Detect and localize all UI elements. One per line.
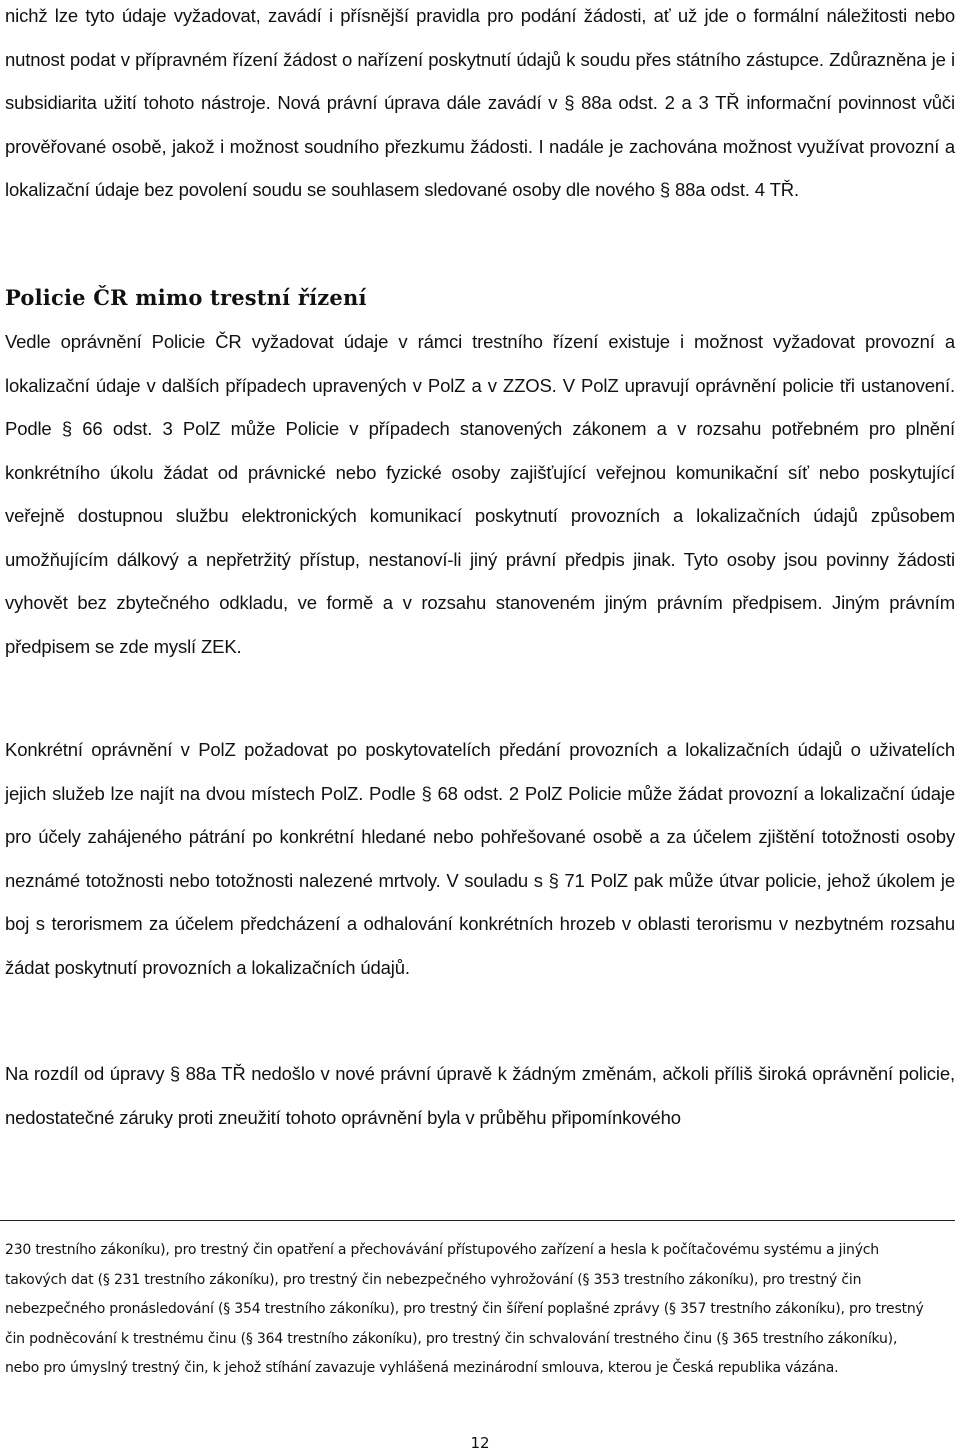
page-number: 12 [470,1434,490,1452]
paragraph-police-powers: Vedle oprávnění Policie ČR vyžadovat údaje v rámci trestního řízení existuje i možnost vyžadovat provozní a lokalizační údaje v dalších případech upravených v PolZ a v ZZOS. V PolZ upravují oprávnění policie tři ustanovení. Podle § 66 odst. 3 PolZ může Policie v případech stanovených zákonem a v rozsahu potřebném pro plnění konkrétního úkolu žádat od právnické nebo fyzické osoby zajišťující veřejnou komunikační síť nebo poskytující veřejně dostupnou službu elektronických komunikací poskytnutí provozních a lokalizačních údajů způsobem umožňujícím dálkový a nepřetržitý přístup, nestanoví-li jiný právní předpis jinak. Tyto osoby jsou povinny žádosti vyhovět bez zbytečného odkladu, ve formě a v rozsahu stanoveném jiným právním předpisem. Jiným právním předpisem se zde myslí ZEK. [5,331,955,657]
section-heading: Policie ČR mimo trestní řízení [5,285,367,310]
paragraph-comparison: Na rozdíl od úpravy § 88a TŘ nedošlo v nové právní úpravě k žádným změnám, ačkoli příliš široká oprávnění policie, nedostatečné záruky proti zneužití tohoto oprávnění byla v průběhu připomínkového [5,1063,955,1128]
paragraph-intro: nichž lze tyto údaje vyžadovat, zavádí i přísnější pravidla pro podání žádosti, ať už jde o formální náležitosti nebo nutnost podat v přípravném řízení žádost o nařízení poskytnutí údajů k soudu přes státního zástupce. Zdůrazněna je i subsidiarita užití tohoto nástroje. Nová právní úprava dále zavádí v § 88a odst. 2 a 3 TŘ informační povinnost vůči prověřované osobě, jakož i možnost soudního přezkumu žádosti. I nadále je zachována možnost využívat provozní a lokalizační údaje bez povolení soudu se souhlasem sledované osoby dle nového § 88a odst. 4 TŘ. [5,5,955,200]
paragraph-specific-powers: Konkrétní oprávnění v PolZ požadovat po poskytovatelích předání provozních a lokalizačních údajů o uživatelích jejich služeb lze najít na dvou místech PolZ. Podle § 68 odst. 2 PolZ Policie může žádat provozní a lokalizační údaje pro účely zahájeného pátrání po konkrétní hledané nebo pohřešované osobě a za účelem zjištění totožnosti osoby neznámé totožnosti nebo totožnosti nalezené mrtvoly. V souladu s § 71 PolZ pak může útvar policie, jehož úkolem je boj s terorismem za účelem předcházení a odhalování konkrétních hrozeb v oblasti terorismu v nezbytném rozsahu žádat poskytnutí provozních a lokalizačních údajů. [5,739,955,978]
footnote-text: 230 trestního zákoníku), pro trestný čin opatření a přechovávání přístupového zařízení a hesla k počítačovému systému a jiných takových dat (§ 231 trestního zákoníku), pro trestný čin nebezpečného vyhrožování (§ 353 trestního zákoníku), pro trestný čin nebezpečného pronásledování (§ 354 trestního zákoníku), pro trestný čin šíření poplašné zprávy (§ 357 trestního zákoníku), pro trestný čin podněcování k trestnému činu (§ 364 trestního zákoníku), pro trestný čin schvalování trestného činu (§ 365 trestního zákoníku), nebo pro úmyslný trestný čin, k jehož stíhání zavazuje vyhlášená mezinárodní smlouva, kterou je Česká republika vázána. [5,1242,924,1376]
footnote-separator [0,1220,955,1221]
